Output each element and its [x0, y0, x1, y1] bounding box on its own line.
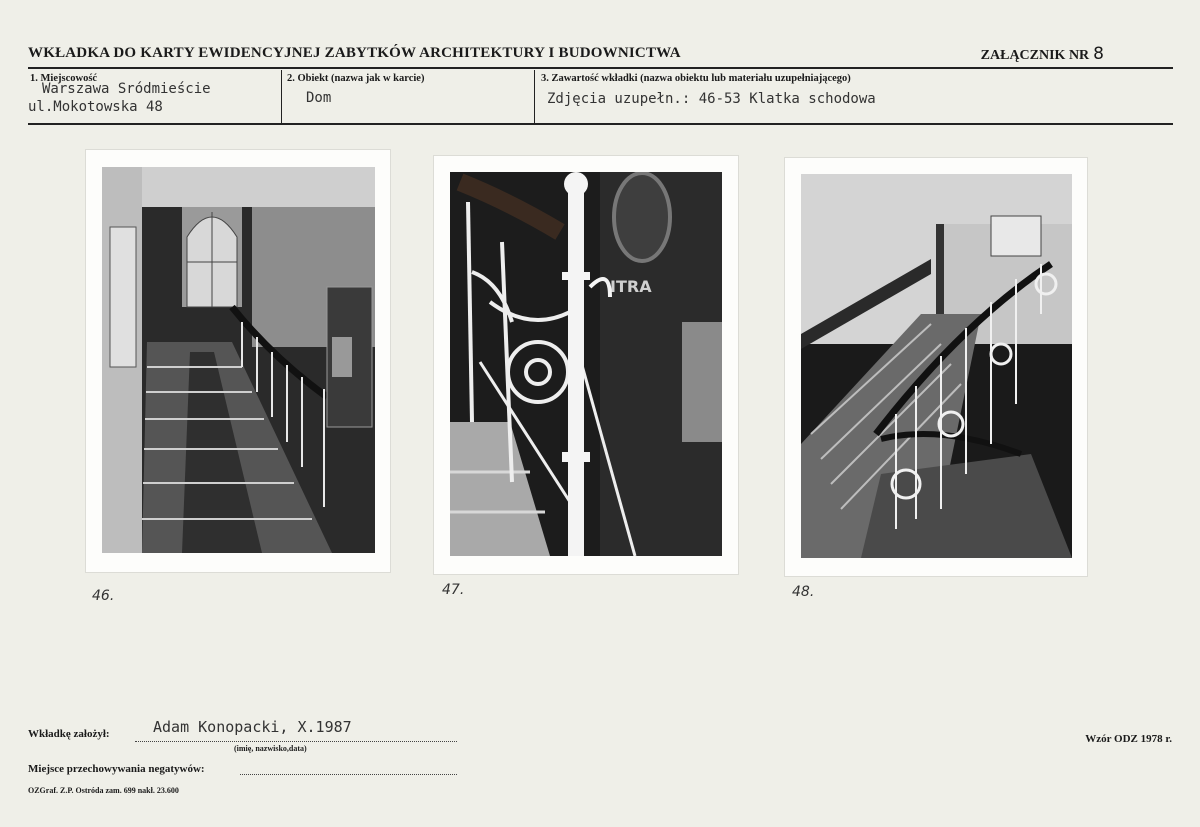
annex-number: 8 — [1093, 44, 1104, 64]
pattern-label: Wzór ODZ 1978 r. — [1085, 733, 1172, 745]
created-by-label: Wkładkę założył: — [28, 728, 110, 740]
photo-card-46 — [86, 150, 390, 572]
photo-48-staircase-landing — [801, 174, 1072, 558]
created-by-value: Adam Konopacki, X.1987 — [153, 718, 352, 736]
annex-label-text: ZAŁĄCZNIK NR — [980, 48, 1090, 63]
object-value: Dom — [306, 90, 332, 106]
content-value: Zdjęcia uzupełn.: 46-53 Klatka schodowa — [547, 91, 876, 107]
created-by-hint: (imię, nazwisko,data) — [234, 744, 307, 753]
photo-number-48: 48. — [792, 584, 815, 600]
storage-line — [240, 762, 457, 775]
annex-label — [981, 44, 1104, 64]
photo-47-railing-detail — [450, 172, 722, 556]
locality-line1: Warszawa Sródmieście — [42, 81, 211, 97]
photo-number-47: 47. — [442, 582, 465, 598]
locality-line2: ul.Mokotowska 48 — [28, 99, 163, 115]
printer-info: OZGraf. Z.P. Ostróda zam. 699 nakł. 23.600 — [28, 786, 179, 795]
svg-text:ITRA: ITRA — [610, 277, 652, 296]
photo-46-staircase — [102, 167, 375, 553]
photo-card-47 — [434, 156, 738, 574]
locality-label: 1. Miejscowość — [30, 73, 98, 84]
storage-label: Miejsce przechowywania negatywów: — [28, 763, 205, 775]
photo-card-48 — [785, 158, 1087, 576]
form-title: WKŁADKA DO KARTY EWIDENCYJNEJ ZABYTKÓW ARCHITEKTURY I BUDOWNICTWA — [28, 45, 681, 61]
photo-number-46: 46. — [92, 588, 115, 604]
header-rule-bottom — [28, 123, 1173, 125]
field-divider-2 — [534, 70, 535, 123]
field-divider-1 — [281, 70, 282, 123]
content-label: 3. Zawartość wkładki (nazwa obiektu lub materiału uzupełniającego) — [541, 73, 851, 84]
object-label: 2. Obiekt (nazwa jak w karcie) — [287, 73, 425, 84]
header-rule-top — [28, 67, 1173, 69]
